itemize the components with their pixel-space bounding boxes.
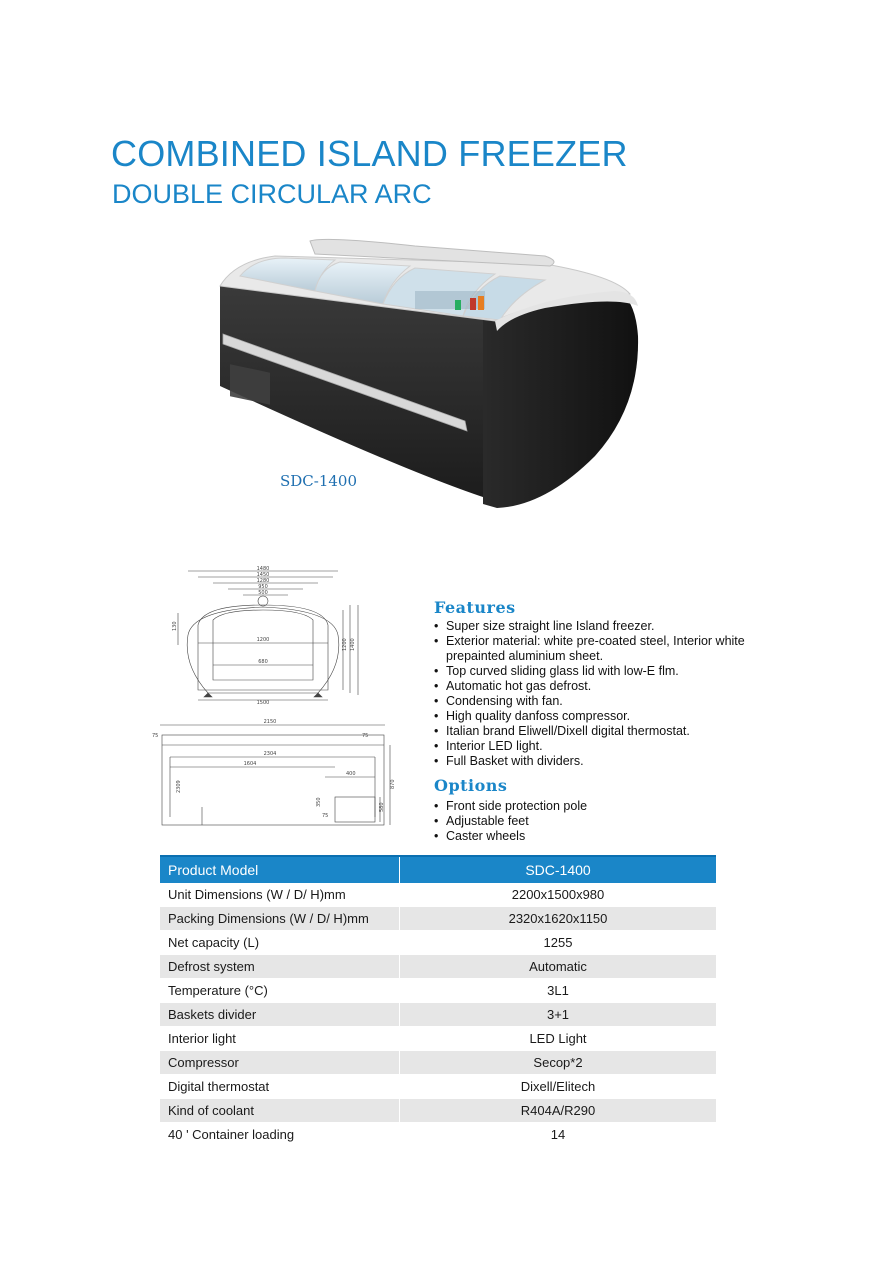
options-heading: Options	[434, 776, 508, 795]
dim-label: 1400	[350, 638, 356, 651]
dim-label: 2150	[263, 719, 277, 725]
dim-label: 130	[172, 621, 178, 631]
dim-label: 75	[322, 813, 329, 819]
table-row	[160, 1099, 716, 1123]
dim-label: 75	[362, 733, 369, 739]
dim-label: 1480	[256, 566, 270, 572]
options-list	[434, 799, 734, 844]
feature-item: • High quality danfoss compressor.	[434, 709, 764, 724]
page-title: COMBINED ISLAND FREEZER	[111, 133, 628, 174]
table-row	[160, 1075, 716, 1099]
features-heading: Features	[434, 598, 516, 617]
dim-label: 2304	[263, 751, 277, 757]
feature-item: • Automatic hot gas defrost.	[434, 679, 764, 694]
specs-header-label: Product Model	[160, 856, 400, 883]
dim-label: 1280	[256, 578, 270, 584]
spec-value: R404A/R290	[400, 1099, 717, 1123]
spec-value: Secop*2	[400, 1051, 717, 1075]
side-view-drawing	[150, 717, 405, 833]
spec-label: Digital thermostat	[160, 1075, 400, 1099]
table-row	[160, 955, 716, 979]
spec-label: Packing Dimensions (W / D/ H)mm	[160, 907, 400, 931]
dim-label: 870	[390, 779, 396, 789]
option-item: • Adjustable feet	[434, 814, 734, 829]
dim-label: 350	[316, 797, 322, 807]
table-row	[160, 979, 716, 1003]
table-row	[160, 1051, 716, 1075]
dim-label: 1500	[256, 700, 270, 705]
feature-item: • Exterior material: white pre-coated steel, Interior white prepainted aluminium sheet.	[434, 634, 764, 664]
spec-label: Defrost system	[160, 955, 400, 979]
spec-label: 40 ' Container loading	[160, 1123, 400, 1147]
table-row	[160, 1027, 716, 1051]
front-view-drawing	[168, 565, 378, 705]
spec-value: Dixell/Elitech	[400, 1075, 717, 1099]
spec-value: 14	[400, 1123, 717, 1147]
table-row	[160, 931, 716, 955]
option-item: • Front side protection pole	[434, 799, 734, 814]
dim-label: 580	[379, 802, 385, 812]
table-row	[160, 907, 716, 931]
features-list	[434, 619, 764, 769]
feature-item: • Italian brand Eliwell/Dixell digital thermostat.	[434, 724, 764, 739]
table-row	[160, 883, 716, 907]
model-label: SDC-1400	[280, 472, 358, 490]
dim-label: 1604	[243, 761, 257, 767]
spec-label: Baskets divider	[160, 1003, 400, 1027]
freezer-illustration	[215, 236, 645, 511]
spec-label: Unit Dimensions (W / D/ H)mm	[160, 883, 400, 907]
feature-item: • Full Basket with dividers.	[434, 754, 764, 769]
dim-label: 1450	[256, 572, 270, 578]
specs-table	[160, 855, 716, 1147]
feature-item: • Interior LED light.	[434, 739, 764, 754]
dim-label: 950	[258, 584, 268, 590]
spec-label: Net capacity (L)	[160, 931, 400, 955]
spec-label: Temperature (°C)	[160, 979, 400, 1003]
spec-value: 3L1	[400, 979, 717, 1003]
page-subtitle: DOUBLE CIRCULAR ARC	[112, 179, 432, 209]
spec-value: LED Light	[400, 1027, 717, 1051]
dim-label: 75	[152, 733, 159, 739]
spec-value: 2320x1620x1150	[400, 907, 717, 931]
specs-header-row	[160, 856, 716, 883]
feature-item: • Top curved sliding glass lid with low-E flm.	[434, 664, 764, 679]
spec-value: 2200x1500x980	[400, 883, 717, 907]
dim-label: 400	[346, 771, 356, 777]
dim-label: 500	[258, 590, 268, 596]
dim-label: 1200	[342, 638, 348, 651]
spec-label: Compressor	[160, 1051, 400, 1075]
spec-value: 3+1	[400, 1003, 717, 1027]
spec-value: 1255	[400, 931, 717, 955]
table-row	[160, 1123, 716, 1147]
dim-label: 680	[258, 659, 268, 665]
specs-header-value: SDC-1400	[400, 856, 717, 883]
dim-label: 1200	[256, 637, 270, 643]
feature-item: • Super size straight line Island freezer.	[434, 619, 764, 634]
option-item: • Caster wheels	[434, 829, 734, 844]
dim-label: 2309	[176, 780, 182, 793]
spec-label: Kind of coolant	[160, 1099, 400, 1123]
feature-item: • Condensing with fan.	[434, 694, 764, 709]
table-row	[160, 1003, 716, 1027]
spec-label: Interior light	[160, 1027, 400, 1051]
spec-value: Automatic	[400, 955, 717, 979]
